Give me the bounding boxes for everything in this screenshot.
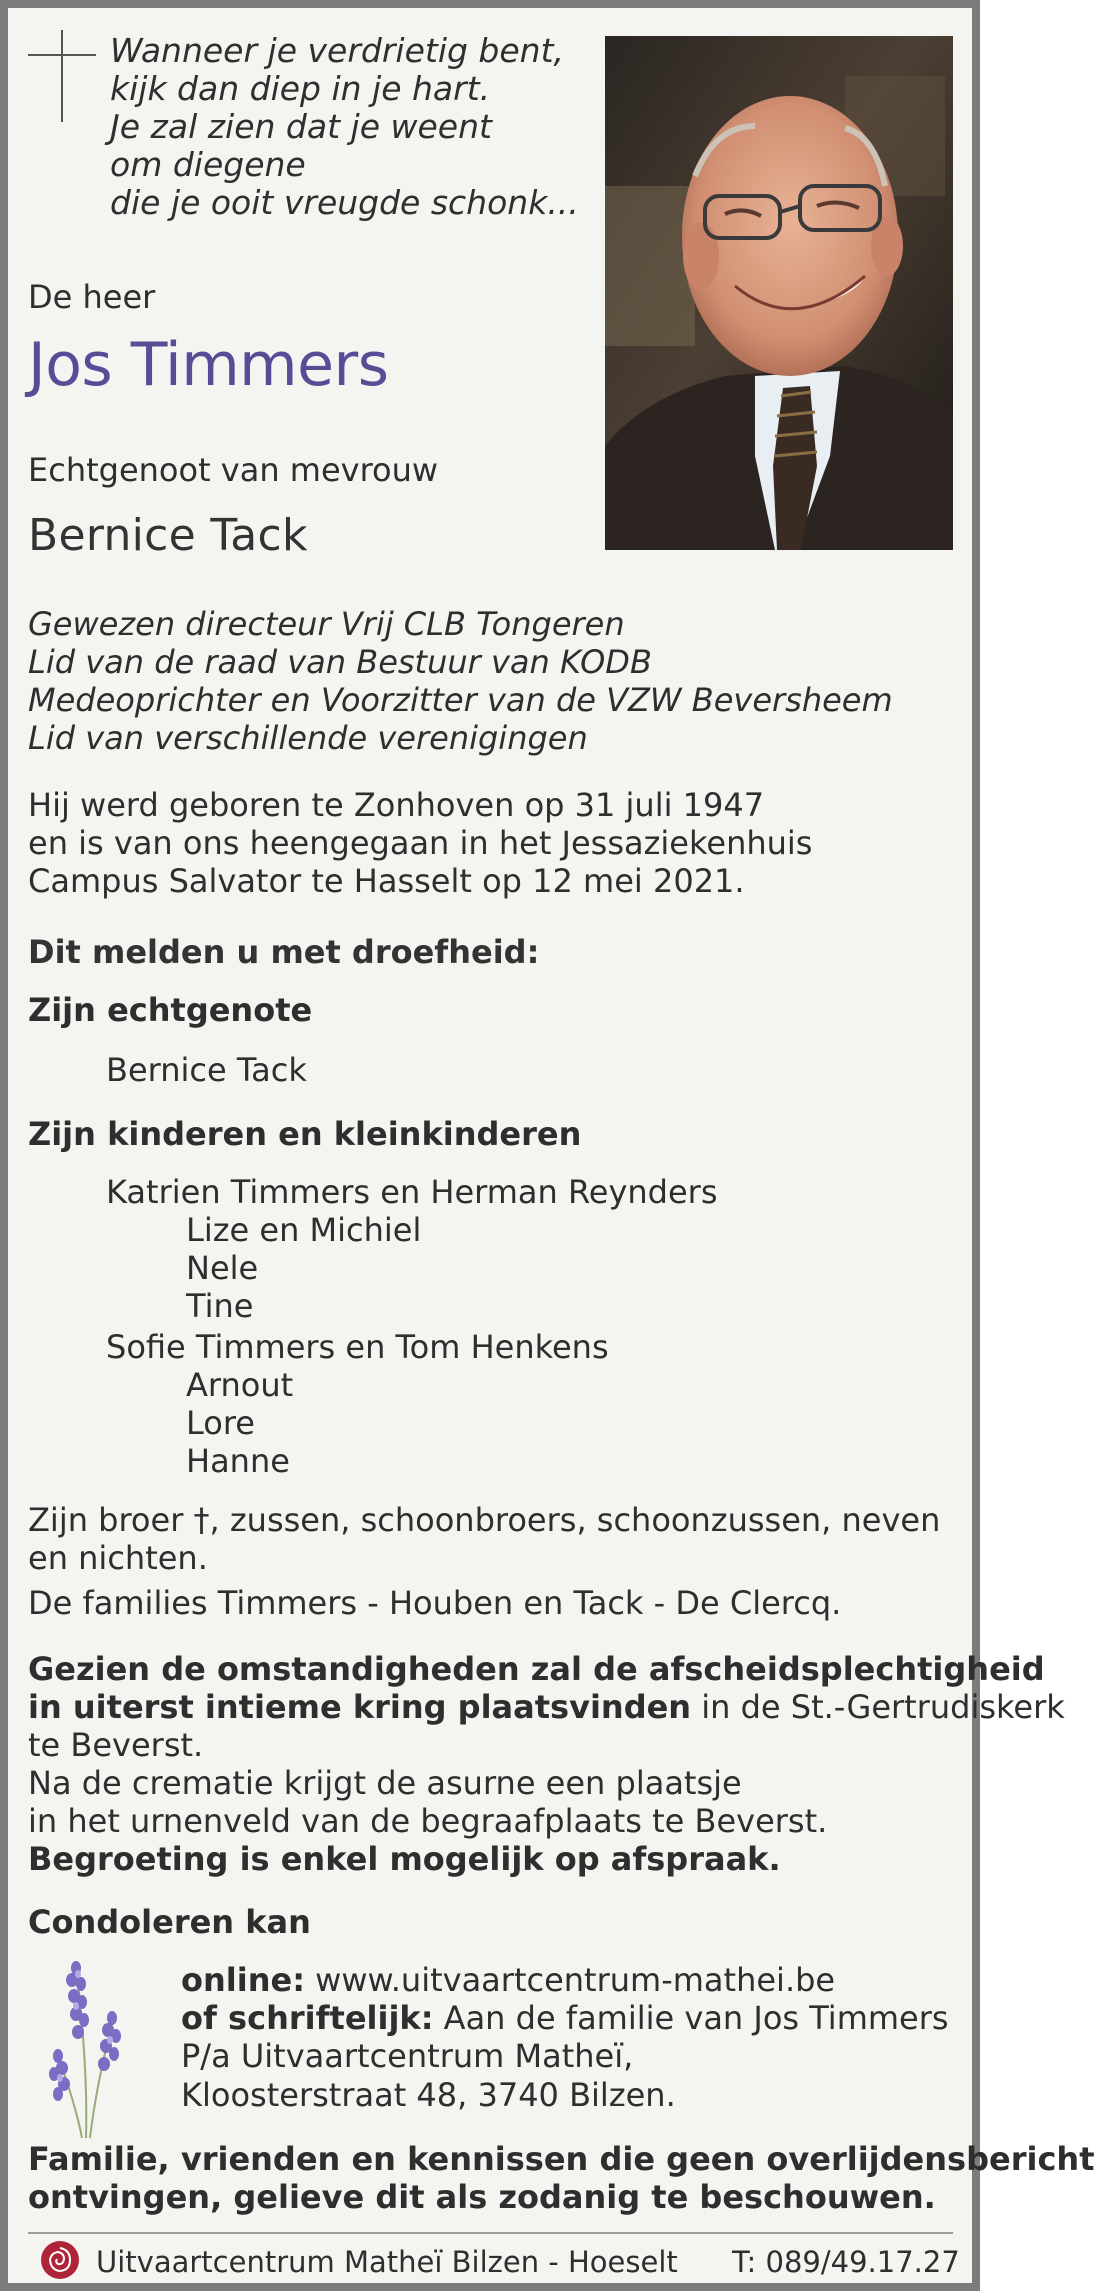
portrait-photo (605, 36, 953, 550)
wife-name: Bernice Tack (106, 1051, 307, 1089)
ceremony-emphasis: in uiterst intieme kring plaatsvinden (28, 1688, 692, 1726)
ceremony-line: Gezien de omstandigheden zal de afscheidsplechtigheid (28, 1650, 1045, 1688)
grandchild-name: Lize en Michiel (186, 1211, 422, 1249)
grandchildren-list (186, 1211, 421, 1325)
online-line (181, 1961, 835, 1999)
poem-line: om diegene (110, 145, 306, 184)
roles-list (28, 605, 893, 757)
funeral-home-name: Uitvaartcentrum Matheï Bilzen - Hoeselt (96, 2245, 678, 2279)
address-line: P/a Uitvaartcentrum Matheï, (181, 2037, 634, 2075)
poem-line: Wanneer je verdrietig bent, (110, 31, 565, 70)
text-line: Hij werd geboren te Zonhoven op 31 juli 1947 (28, 786, 765, 824)
text-line: en nichten. (28, 1539, 208, 1577)
poem-line: Je zal zien dat je weent (110, 107, 492, 146)
ceremony-text (28, 1650, 1065, 1878)
ceremony-line: in het urnenveld van de begraafplaats te Beverst. (28, 1802, 828, 1840)
grandchild-name: Arnout (186, 1366, 294, 1404)
ceremony-rest: in de St.-Gertrudiskerk (691, 1688, 1065, 1726)
written-label: of schriftelijk: (181, 1999, 434, 2037)
lavender-icon (46, 1946, 136, 2138)
text-line: Zijn broer †, zussen, schoonbroers, schoonzussen, neven (28, 1501, 941, 1539)
families-text: De families Timmers - Houben en Tack - De Clercq. (28, 1584, 842, 1622)
notice-line: ontvingen, gelieve dit als zodanig te beschouwen. (28, 2178, 936, 2216)
birth-death-text (28, 786, 812, 900)
written-value: Aan de familie van Jos Timmers (433, 1999, 949, 2037)
grandchild-name: Tine (186, 1287, 254, 1325)
text-line: en is van ons heengegaan in het Jessaziekenhuis (28, 824, 813, 862)
cross-icon (28, 30, 96, 122)
title-prefix: De heer (28, 278, 156, 316)
address-line: Kloosterstraat 48, 3740 Bilzen. (181, 2076, 676, 2114)
role-line: Lid van de raad van Bestuur van KODB (28, 643, 652, 681)
website-link[interactable]: www.uitvaartcentrum-mathei.be (304, 1961, 836, 1999)
rose-logo-icon (40, 2240, 80, 2280)
children-heading: Zijn kinderen en kleinkinderen (28, 1115, 582, 1153)
grandchild-name: Lore (186, 1404, 255, 1442)
notice-text (28, 2140, 1094, 2216)
role-line: Medeoprichter en Voorzitter van de VZW Beversheem (28, 681, 893, 719)
text-line: Campus Salvator te Hasselt op 12 mei 2021. (28, 862, 745, 900)
grandchild-name: Hanne (186, 1442, 290, 1480)
role-line: Gewezen directeur Vrij CLB Tongeren (28, 605, 625, 643)
role-line: Lid van verschillende verenigingen (28, 719, 588, 757)
footer-divider (28, 2232, 953, 2234)
poem-line: kijk dan diep in je hart. (110, 69, 491, 108)
spouse-intro: Echtgenoot van mevrouw (28, 451, 439, 489)
child-name: Katrien Timmers en Herman Reynders (106, 1173, 718, 1211)
deceased-name: Jos Timmers (28, 330, 389, 400)
ceremony-line (28, 1688, 1065, 1726)
ceremony-line: te Beverst. (28, 1726, 204, 1764)
ceremony-line: Na de crematie krijgt de asurne een plaatsje (28, 1764, 742, 1802)
wife-heading: Zijn echtgenote (28, 991, 313, 1029)
announcement: Dit melden u met droefheid: (28, 933, 540, 971)
notice-line: Familie, vrienden en kennissen die geen overlijdensbericht (28, 2140, 1094, 2178)
written-line (181, 1999, 949, 2037)
online-label: online: (181, 1961, 305, 1999)
spouse-name: Bernice Tack (28, 510, 308, 561)
phone-number[interactable]: T: 089/49.17.27 (732, 2245, 960, 2279)
siblings-text (28, 1501, 940, 1577)
poem-line: die je ooit vreugde schonk... (110, 183, 579, 222)
poem (110, 32, 579, 222)
ceremony-line: Begroeting is enkel mogelijk op afspraak. (28, 1840, 781, 1878)
child-name: Sofie Timmers en Tom Henkens (106, 1328, 609, 1366)
condolences-heading: Condoleren kan (28, 1903, 311, 1941)
grandchildren-list (186, 1366, 293, 1480)
grandchild-name: Nele (186, 1249, 259, 1287)
